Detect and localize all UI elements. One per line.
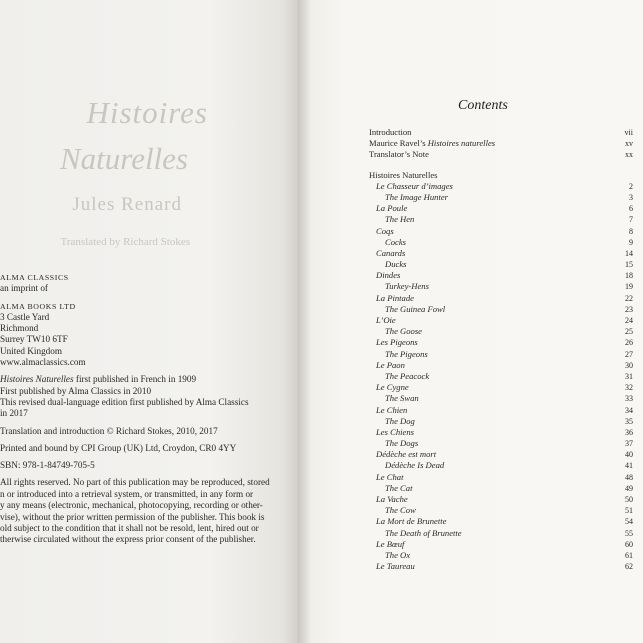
toc-entry[interactable]: [369, 270, 633, 281]
toc-entry[interactable]: [369, 349, 633, 360]
toc-page: 60: [625, 539, 633, 549]
toc-label: Le Chasseur d’images: [376, 180, 453, 191]
ghost-title-line1: Histoires: [86, 95, 208, 130]
toc-label: The Image Hunter: [385, 191, 449, 202]
toc-page: 19: [625, 282, 633, 292]
toc-label: Introduction: [369, 127, 412, 137]
toc-page: vii: [624, 128, 633, 137]
toc-entry[interactable]: [369, 293, 633, 304]
isbn: SBN: 978-1-84749-705-5: [0, 460, 95, 471]
toc-label: Dédèche Is Dead: [385, 460, 445, 471]
toc-entry[interactable]: [369, 237, 633, 248]
toc-entry[interactable]: [369, 505, 633, 516]
toc-entry[interactable]: [369, 427, 633, 438]
toc-entry[interactable]: [369, 181, 633, 192]
toc-page: 61: [625, 550, 633, 560]
toc-entry[interactable]: [369, 259, 633, 270]
toc-entry[interactable]: [369, 149, 633, 160]
toc-label: The Dogs: [385, 438, 419, 449]
translation-credit: Translation and introduction © Richard Stokes, 2010, 2017: [0, 425, 218, 436]
toc-page: 37: [625, 439, 633, 449]
toc-label: La Vache: [376, 494, 408, 504]
toc-entry[interactable]: [369, 138, 633, 149]
toc-label: Le Chat: [376, 471, 404, 482]
rights-line: therwise circulated without the express prior consent of the publisher.: [0, 534, 256, 545]
toc-page: 15: [625, 260, 633, 270]
toc-page: 27: [625, 349, 633, 359]
toc-label: Les Pigeons: [376, 337, 418, 348]
toc-page: 33: [625, 394, 633, 404]
toc-entries: [369, 181, 633, 573]
toc-entry[interactable]: [369, 337, 633, 348]
toc-label: Le Bœuf: [376, 538, 405, 549]
toc-label: Le Paon: [376, 359, 405, 370]
toc-entry[interactable]: [369, 203, 633, 214]
toc-page: 49: [625, 483, 633, 493]
toc-entry[interactable]: [369, 304, 633, 315]
toc-label: Le Cygne: [376, 382, 409, 393]
toc-page: 18: [625, 271, 633, 281]
toc-entry[interactable]: [369, 281, 633, 292]
toc-label: Les Chiens: [376, 426, 414, 437]
toc-entry[interactable]: [369, 405, 633, 416]
toc-page: 8: [629, 226, 633, 236]
ghost-author: Jules Renard: [72, 194, 182, 215]
toc-page: 32: [625, 383, 633, 393]
toc-label: Cocks: [385, 236, 407, 247]
toc-entry[interactable]: [369, 214, 633, 225]
toc-page: 36: [625, 427, 633, 437]
toc-page: 3: [629, 192, 633, 202]
toc-page: 30: [625, 360, 633, 370]
contents-heading: Contents: [458, 98, 508, 113]
rights-line: y any means (electronic, mechanical, photocopying, recording or other-: [0, 500, 263, 511]
toc-label: The Hen: [385, 214, 415, 225]
address-line: Surrey TW10 6TF: [0, 334, 68, 345]
toc-label: La Mort de Brunette: [376, 516, 447, 527]
toc-label: Canards: [376, 247, 406, 258]
toc-page: 22: [625, 293, 633, 303]
toc-entry[interactable]: [369, 382, 633, 393]
toc-label-prefix: Maurice Ravel’s: [369, 138, 428, 149]
toc-page: 14: [625, 248, 633, 258]
toc-label-italic: Histoires naturelles: [427, 138, 496, 149]
section-title: Histoires Naturelles: [369, 169, 438, 180]
toc-page: 34: [625, 405, 633, 415]
toc-label: The Ox: [385, 549, 411, 560]
toc-entry[interactable]: [369, 226, 633, 237]
toc-label: The Guinea Fowl: [385, 303, 446, 314]
toc-label: La Poule: [376, 203, 408, 214]
toc-label: The Dog: [385, 415, 415, 426]
rights-line: old subject to the condition that it shall not be resold, lent, hired out or: [0, 523, 259, 534]
toc-entry[interactable]: [369, 192, 633, 203]
toc-entry[interactable]: [369, 472, 633, 483]
toc-entry[interactable]: [369, 360, 633, 371]
toc-entry[interactable]: [369, 315, 633, 326]
revised-edition: This revised dual-language edition first published by Alma Classics: [0, 396, 249, 407]
toc-label: Ducks: [385, 259, 407, 270]
toc-label: Coqs: [376, 225, 394, 236]
toc-page: 48: [625, 472, 633, 482]
ghost-title-line2: Naturelles: [59, 141, 188, 176]
printed-by: Printed and bound by CPI Group (UK) Ltd, Croydon, CR0 4YY: [0, 442, 237, 453]
address-line: United Kingdom: [0, 345, 63, 356]
toc-entry[interactable]: [369, 416, 633, 427]
toc-page: 25: [625, 327, 633, 337]
toc-page: 2: [629, 181, 633, 191]
toc-label: Le Taureau: [376, 561, 415, 572]
toc-label: The Goose: [385, 326, 422, 337]
toc-entry[interactable]: [369, 248, 633, 259]
first-published: [0, 374, 295, 385]
toc-entry[interactable]: [369, 561, 633, 572]
rights-line: All rights reserved. No part of this publication may be reproduced, stored: [0, 477, 270, 488]
rights-line: vise), without the prior written permission of the publisher. This book is: [0, 511, 265, 522]
toc-page: 55: [625, 528, 633, 538]
toc-entry[interactable]: [369, 127, 633, 138]
toc-page: 7: [629, 215, 633, 225]
rights-line: n or introduced into a retrieval system, or transmitted, in any form or: [0, 488, 254, 499]
toc-page: 54: [625, 517, 633, 527]
toc-page: 24: [625, 316, 633, 325]
rights-notice: [0, 477, 295, 545]
toc-page: 6: [629, 204, 633, 214]
toc-entry[interactable]: [369, 449, 633, 460]
table-of-contents: [369, 127, 633, 572]
toc-page: 40: [625, 450, 633, 460]
toc-entry[interactable]: [369, 550, 633, 561]
toc-page: xv: [625, 139, 633, 149]
first-published-rest: first published in French in 1909: [73, 374, 197, 385]
toc-entry[interactable]: [369, 371, 633, 382]
toc-page: 31: [625, 371, 633, 381]
website: www.almaclassics.com: [0, 357, 86, 368]
toc-label: The Death of Brunette: [385, 527, 462, 538]
address-line: Richmond: [0, 323, 39, 334]
imprint-company: ALMA BOOKS LTD: [0, 301, 76, 311]
imprint-of: an imprint of: [0, 283, 48, 294]
toc-entry[interactable]: [369, 393, 633, 404]
toc-label: Le Chien: [376, 404, 408, 415]
toc-page: 26: [625, 338, 633, 348]
right-page: [310, 0, 643, 643]
first-published-title: Histoires Naturelles: [0, 374, 74, 385]
toc-entry[interactable]: [369, 516, 633, 527]
toc-label: The Pigeons: [385, 348, 428, 359]
toc-label: L’Oie: [376, 315, 396, 325]
toc-entry[interactable]: [369, 326, 633, 337]
alma-edition: First published by Alma Classics in 2010: [0, 385, 152, 396]
toc-label: Dindes: [376, 270, 401, 281]
toc-label: The Cow: [385, 505, 416, 516]
publisher-name: ALMA CLASSICS: [0, 273, 69, 282]
ghost-translator: Translated by Richard Stokes: [60, 236, 190, 248]
toc-entry[interactable]: [369, 494, 633, 505]
toc-label: The Swan: [385, 393, 419, 404]
toc-page: xx: [625, 150, 633, 160]
toc-page: 23: [625, 304, 633, 314]
toc-entry[interactable]: [369, 539, 633, 550]
toc-label: The Cat: [385, 482, 413, 493]
toc-section-title: [369, 170, 633, 181]
toc-page: 50: [625, 495, 633, 504]
toc-entry[interactable]: [369, 438, 633, 449]
toc-entry[interactable]: [369, 528, 633, 539]
toc-label: [369, 138, 495, 149]
toc-page: 62: [625, 562, 633, 572]
toc-page: 41: [625, 461, 633, 471]
imprint-block: [0, 272, 295, 546]
address-line: 3 Castle Yard: [0, 311, 50, 322]
toc-page: 35: [625, 416, 633, 426]
toc-label: Dédèche est mort: [376, 449, 437, 460]
left-page: [0, 0, 300, 643]
toc-label: Translator’s Note: [369, 149, 429, 160]
revised-edition-year: in 2017: [0, 408, 28, 419]
toc-entry[interactable]: [369, 460, 633, 471]
toc-label: La Pintade: [376, 292, 414, 303]
toc-label: The Peacock: [385, 370, 430, 381]
toc-entry[interactable]: [369, 483, 633, 494]
toc-page: 9: [629, 237, 633, 247]
toc-page: 51: [625, 506, 633, 516]
toc-label: Turkey-Hens: [385, 281, 429, 292]
